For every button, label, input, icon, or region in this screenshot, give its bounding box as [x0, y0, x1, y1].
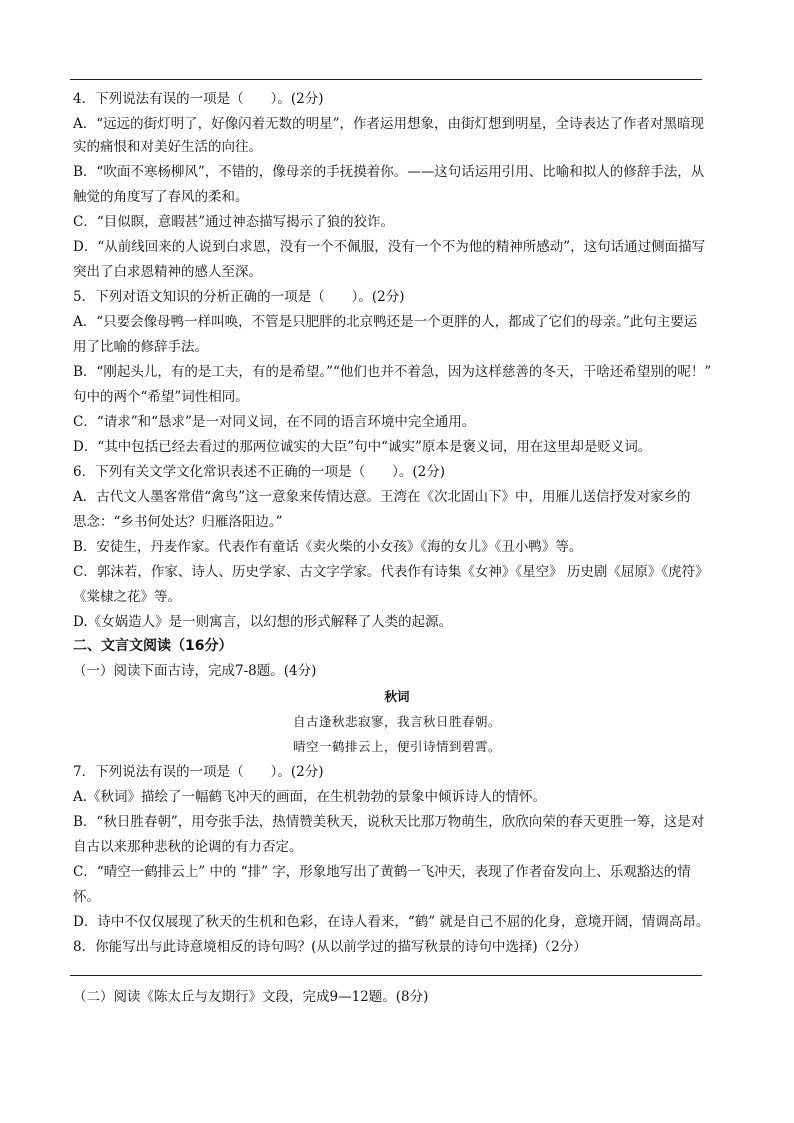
option-line: D.《女娲造人》是一则寓言，以幻想的形式解释了人类的起源。	[73, 614, 453, 630]
subsection-title: （一）阅读下面古诗，完成7-8题。(4分)	[73, 663, 317, 679]
option-line: C．“请求”和“恳求”是一对同义词，在不同的语言环境中完全通用。	[73, 414, 476, 430]
option-line: A．“远远的街灯明了，好像闪着无数的明星”，作者运用想象，由街灯想到明星，全诗表达了作者对黑暗现	[73, 116, 705, 132]
poem-line: 晴空一鹤排云上，便引诗情到碧霄。	[292, 739, 501, 754]
option-line: 实的痛恨和对美好生活的向往。	[73, 139, 262, 155]
question-stem: 6．下列有关文学文化常识表述不正确的一项是（ ）。(2分)	[73, 464, 445, 480]
question-stem: 8．你能写出与此诗意境相反的诗句吗？(从以前学过的描写秋景的诗句中选择)（2分）	[73, 939, 587, 955]
section-title: 二、文言文阅读（16分）	[73, 638, 233, 654]
option-line: 思念：“乡书何处达？归雁洛阳边。”	[73, 514, 283, 530]
option-line: 怀。	[73, 889, 100, 905]
option-line: 用了比喻的修辞手法。	[73, 339, 208, 355]
option-line: 触觉的角度写了春风的柔和。	[73, 189, 249, 205]
option-line: C．“晴空一鹤排云上” 中的 “排” 字，形象地写出了黄鹤一飞冲天，表现了作者奋发向上、乐观豁达的情	[73, 864, 691, 880]
option-line: A.《秋词》描绘了一幅鹤飞冲天的画面，在生机勃勃的景象中倾诉诗人的情怀。	[73, 789, 547, 805]
poem-title: 秋词	[384, 689, 410, 704]
subsection-title: （二）阅读《陈太丘与友期行》文段，完成9—12题。(8分)	[73, 989, 429, 1005]
question-stem: 5．下列对语文知识的分析正确的一项是（ ）。(2分)	[73, 289, 405, 305]
option-line: B．“刚起头儿，有的是工夫，有的是希望。”“他们也并不着急，因为这样慈善的冬天，干啥还希望别的呢！”	[73, 364, 712, 380]
option-line: B．“秋日胜春朝”，用夸张手法，热情赞美秋天，说秋天比那万物萌生，欣欣向荣的春天更胜一筹，这是对	[73, 814, 705, 830]
option-line: D．诗中不仅仅展现了秋天的生机和色彩，在诗人看来，“鹤” 就是自己不屈的化身，意境开阔，情调高昂。	[73, 914, 710, 930]
question-stem: 7．下列说法有误的一项是（ ）。(2分)	[73, 764, 324, 780]
option-line: D．“从前线回来的人说到白求恩，没有一个不佩服，没有一个不为他的精神所感动”，这句话通过侧面描写	[73, 239, 706, 255]
bottom-rule	[70, 975, 702, 976]
option-line: 突出了白求恩精神的感人至深。	[73, 264, 262, 280]
option-line: 句中的两个“希望”词性相同。	[73, 389, 249, 405]
option-line: 《棠棣之花》等。	[73, 589, 181, 605]
option-line: B．安徒生，丹麦作家。代表作有童话《卖火柴的小女孩》《海的女儿》《丑小鸭》等。	[73, 539, 583, 555]
option-line: B．“吹面不寒杨柳风”，不错的，像母亲的手抚摸着你。——这句话运用引用、比喻和拟人的修辞手法，从	[73, 164, 705, 180]
option-line: D．“其中包括已经去看过的那两位诚实的大臣”句中“诚实”原本是褒义词，用在这里却是贬义词。	[73, 439, 652, 455]
option-line: 自古以来那种悲秋的论调的有力否定。	[73, 839, 303, 855]
question-stem: 4．下列说法有误的一项是（ ）。(2分)	[73, 91, 324, 107]
top-rule	[70, 79, 702, 80]
poem-line: 自古逢秋悲寂寥，我言秋日胜春朝。	[292, 714, 501, 729]
option-line: C．“目似瞑，意暇甚”通过神态描写揭示了狼的狡诈。	[73, 214, 395, 230]
option-line: C．郭沫若，作家、诗人、历史学家、古文字学家。代表作有诗集《女神》《星空》 历史剧《屈原》《虎符》	[73, 564, 709, 580]
option-line: A．古代文人墨客常借“禽鸟”这一意象来传情达意。王湾在《次北固山下》中，用雁儿送信抒发对家乡的	[73, 489, 691, 505]
option-line: A．“只要会像母鸭一样叫唤，不管是只肥胖的北京鸭还是一个更胖的人，都成了它们的母亲。”此句主要运	[73, 314, 698, 330]
